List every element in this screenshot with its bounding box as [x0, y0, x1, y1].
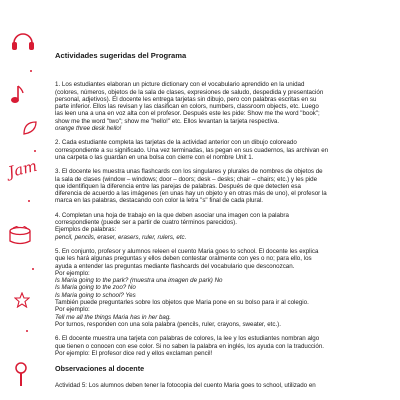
text-line: 6. El docente muestra una tarjeta con palabras de colores, la lee y los estudiantes nombran algo: [55, 335, 320, 343]
section-heading: Actividades sugeridas del Programa: [55, 51, 187, 60]
text-line: 2. Cada estudiante completa las tarjetas de la actividad anterior con un dibujo coloreado: [55, 139, 297, 147]
activity-4: [55, 212, 390, 241]
text-line: Por ejemplo:: [55, 306, 90, 314]
activity-6: [55, 335, 390, 357]
text-line: Por ejemplo:: [55, 269, 90, 277]
activity-3: [55, 168, 390, 204]
activity-2: [55, 139, 390, 161]
text-line: 3. El docente les muestra unas flashcards con los singulares y plurales de nombres de objetos de: [55, 168, 323, 176]
text-line: personal, adjetivos). El docente les entrega tarjetas sin dibujo, pero con palabras escritas en su: [55, 95, 317, 103]
text-line: que tienen o conocen con ese color. Si no saben la palabra en inglés, los ayuda con la traducción.: [55, 342, 324, 350]
text-line: parte inferior. Ellos las revisan y las clasifican en colors, numbers, classroom objects, etc. Luego: [55, 103, 319, 111]
text-line: (colores, números, objetos de la sala de clases, expresiones de saludo, despedida y presentación: [55, 88, 324, 96]
star-icon: [14, 292, 30, 308]
swirl-icon: [22, 120, 38, 136]
text-line: 5. En conjunto, profesor y alumnos releen el cuento Maria goes to school. El docente les explica: [55, 247, 319, 255]
text-line: correspondiente (puede ser a partir de cuatro términos parecidos).: [55, 219, 237, 227]
text-line: diferencia de acuerdo a las imágenes (en unas hay un objeto y en otras más de uno), el profesor la: [55, 190, 327, 198]
activity-5: [55, 248, 390, 328]
text-line: orange three desk hello!: [55, 125, 122, 133]
text-line: Is Maria going to the park? (muestra una imagen de park) No: [55, 277, 223, 285]
text-line: También puede preguntarles sobre los objetos que Maria pone en su bolso para ir al colegio.: [55, 299, 309, 307]
text-line: Ejemplos de palabras:: [55, 226, 117, 234]
text-line: Is Maria going to the zoo? No: [55, 284, 136, 292]
text-line: que identifiquen la diferencia entre las parejas de palabras. Después de que detecten esa: [55, 182, 301, 190]
observations-body: [55, 382, 390, 389]
text-line: pencil, pencils, eraser, erasers, ruler, rulers, etc.: [55, 233, 187, 241]
microphone-icon: [12, 362, 30, 388]
margin-word: Jam: [6, 156, 39, 182]
text-line: marca en las palabras, destacando con color la letra "s" final de cada plural.: [55, 197, 264, 205]
headphones-icon: [10, 28, 36, 54]
text-line: una carpeta o las guardan en una bolsa con cierre con el nombre Unit 1.: [55, 153, 254, 161]
text-line: Por ejemplo: El profesor dice red y ellos exclaman pencil!: [55, 349, 213, 357]
left-margin-decoration: [0, 0, 44, 400]
music-note-icon: [8, 84, 24, 106]
text-line: Actividad 5: Los alumnos deben tener la fotocopia del cuento Maria goes to school, utilizado en: [55, 382, 316, 390]
drum-icon: [8, 226, 32, 246]
activity-1: [55, 81, 390, 132]
text-line: que les hará algunas preguntas y ellos deben contestar oralmente con yes o no; para ello, los: [55, 255, 312, 263]
text-line: 4. Completan una hoja de trabajo en la que deben asociar una imagen con la palabra: [55, 211, 289, 219]
text-line: ayuda a entender las preguntas mediante flashcards del vocabulario que desconozcan.: [55, 262, 295, 270]
observations-heading: Observaciones al docente: [55, 364, 145, 374]
text-line: Por turnos, responden con una sola palabra (pencils, ruler, crayons, sweater, etc.).: [55, 320, 281, 328]
text-line: la sala de clases (window – windows; door – doors; desk – desks; chair – chairs; etc.) y les pide: [55, 175, 318, 183]
text-line: 1. Los estudiantes elaboran un picture dictionary con el vocabulario aprendido en la unidad: [55, 81, 305, 89]
text-line: Is Maria going to school? Yes: [55, 291, 136, 299]
text-line: las leen una a una en voz alta con el profesor. Después este les pide: Show me the word "book";: [55, 110, 320, 118]
text-line: correspondiente a su significado. Una vez terminadas, las pegan en sus cuadernos, las archivan en: [55, 146, 329, 154]
document-body: [55, 52, 390, 397]
text-line: Tell me all the things Maria has in her bag.: [55, 313, 172, 321]
text-line: show me the word "two"; show me "hello!" etc. Ellos levantan la tarjeta respectiva.: [55, 117, 280, 125]
